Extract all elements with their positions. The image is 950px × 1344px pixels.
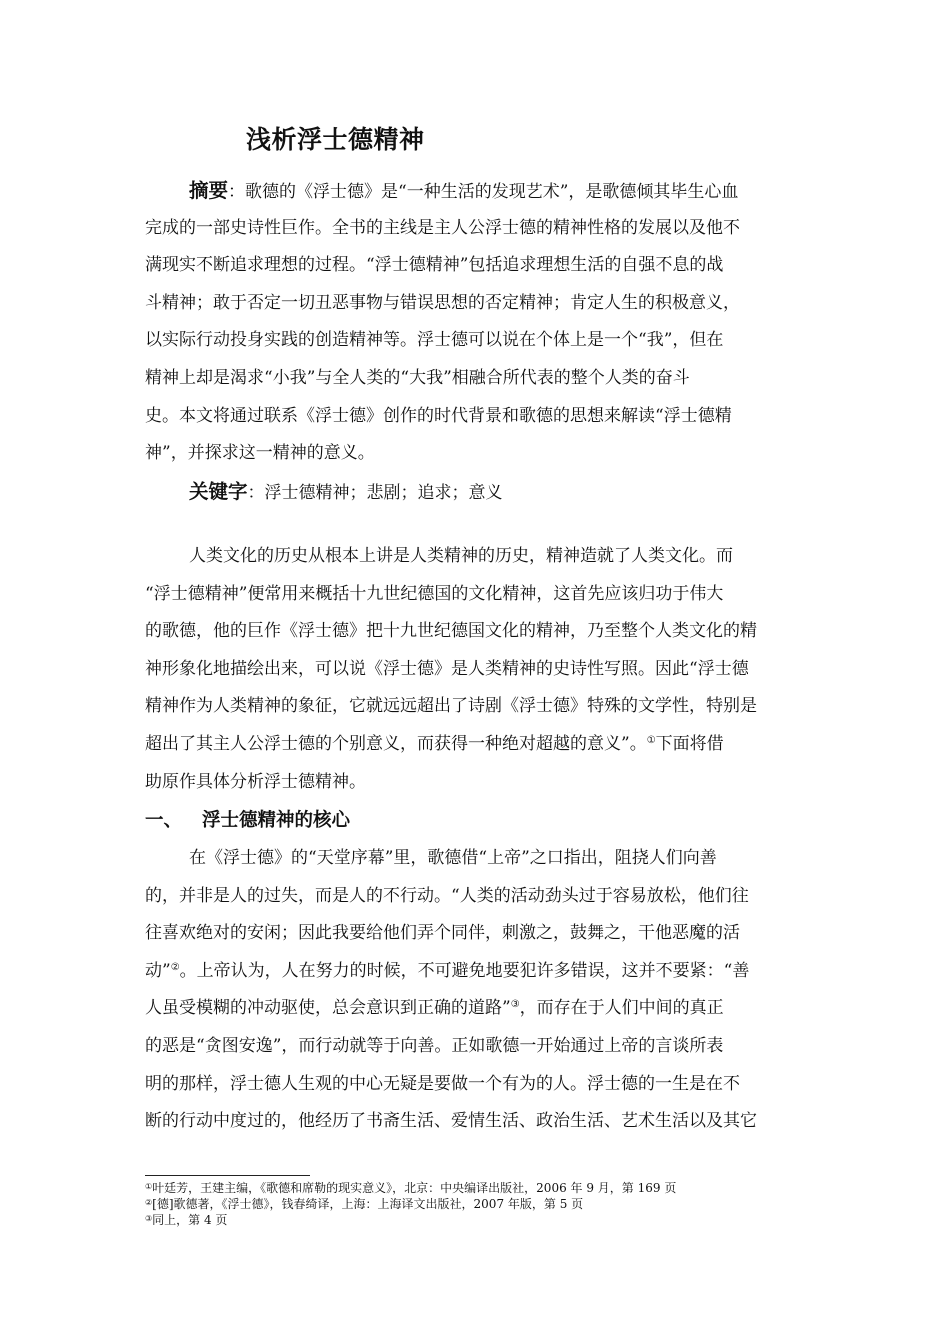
abstract-line: 以实际行动投身实践的创造精神等。浮士德可以说在个体上是一个“我”，但在 xyxy=(145,330,724,351)
keywords-label: 关键字 xyxy=(189,480,248,503)
abstract-line: 满现实不断追求理想的过程。“浮士德精神”包括追求理想生活的自强不息的战 xyxy=(145,255,724,276)
intro-line: “浮士德精神”便常用来概括十九世纪德国的文化精神，这首先应该归功于伟大 xyxy=(145,583,724,604)
section1-line: 断的行动中度过的，他经历了书斋生活、爱情生活、政治生活、艺术生活以及其它 xyxy=(145,1111,757,1132)
footnote-3: ③同上，第 4 页 xyxy=(145,1213,228,1227)
intro-line: 神形象化地描绘出来，可以说《浮士德》是人类精神的史诗性写照。因此“浮士德 xyxy=(145,658,749,679)
section1-line: 在《浮士德》的“天堂序幕”里，歌德借“上帝”之口指出，阻挠人们向善 xyxy=(189,848,717,868)
abstract-line: 史。本文将通过联系《浮士德》创作的时代背景和歌德的思想来解读“浮士德精 xyxy=(145,405,732,426)
section-number: 一、 xyxy=(145,810,183,831)
footnote-ref-1[interactable]: ① xyxy=(646,734,656,746)
abstract-line: 神”，并探求这一精神的意义。 xyxy=(145,443,375,464)
intro-line: 人类文化的历史从根本上讲是人类精神的历史，精神造就了人类文化。而 xyxy=(189,546,733,566)
keywords-text: ：浮士德精神；悲剧；追求；意义 xyxy=(247,483,503,503)
keywords xyxy=(189,475,503,510)
abstract xyxy=(145,172,807,473)
intro-line: 精神作为人类精神的象征，它就远远超出了诗剧《浮士德》特殊的文学性，特别是 xyxy=(145,696,757,717)
abstract-label: 摘要 xyxy=(189,179,229,202)
footnote-ref-2[interactable]: ② xyxy=(170,961,180,973)
section1-paragraph xyxy=(145,840,807,1141)
footnote-2: ②[德]歌德著，《浮士德》，钱春绮译，上海：上海译文出版社，2007 年版，第 5 页 xyxy=(145,1197,584,1211)
section1-line: 的，并非是人的过失，而是人的不行动。“人类的活动劲头过于容易放松，他们往 xyxy=(145,885,749,906)
section1-line: 往喜欢绝对的安闲；因此我要给他们弄个同伴，刺激之，鼓舞之，干他恶魔的活 xyxy=(145,923,740,944)
footnote-ref-3[interactable]: ③ xyxy=(510,999,520,1011)
abstract-line: 精神上却是渴求“小我”与全人类的“大我”相融合所代表的整个人类的奋斗 xyxy=(145,367,690,388)
intro-line: 的歌德，他的巨作《浮士德》把十九世纪德国文化的精神，乃至整个人类文化的精 xyxy=(145,621,757,642)
intro-paragraph xyxy=(145,538,807,801)
footnote-separator xyxy=(145,1175,310,1176)
abstract-line: 斗精神；敢于否定一切丑恶事物与错误思想的否定精神；肯定人生的积极意义， xyxy=(145,292,740,313)
section-heading xyxy=(145,806,350,832)
footnote-1: ①叶廷芳，王建主编，《歌德和席勒的现实意义》，北京：中央编译出版社，2006 年 9 月，第 169 页 xyxy=(145,1181,677,1195)
intro-line: 助原作具体分析浮士德精神。 xyxy=(145,771,366,792)
abstract-line: 摘要：歌德的《浮士德》是“一种生活的发现艺术”，是歌德倾其毕生心血 xyxy=(189,179,739,202)
abstract-line: 完成的一部史诗性巨作。全书的主线是主人公浮士德的精神性格的发展以及他不 xyxy=(145,217,740,238)
section1-line: 人虽受模糊的冲动驱使，总会意识到正确的道路”③，而存在于人们中间的真正 xyxy=(145,998,724,1019)
section1-line: 的恶是“贪图安逸”，而行动就等于向善。正如歌德一开始通过上帝的言谈所表 xyxy=(145,1035,724,1056)
intro-line: 超出了其主人公浮士德的个别意义，而获得一种绝对超越的意义”。①下面将借 xyxy=(145,733,724,754)
section1-line: 明的那样，浮士德人生观的中心无疑是要做一个有为的人。浮士德的一生是在不 xyxy=(145,1073,740,1094)
page-title: 浅析浮士德精神 xyxy=(246,125,425,154)
section1-line: 动”②。上帝认为，人在努力的时候，不可避免地要犯许多错误，这并不要紧：“善 xyxy=(145,960,750,981)
section-title: 浮士德精神的核心 xyxy=(202,810,351,831)
